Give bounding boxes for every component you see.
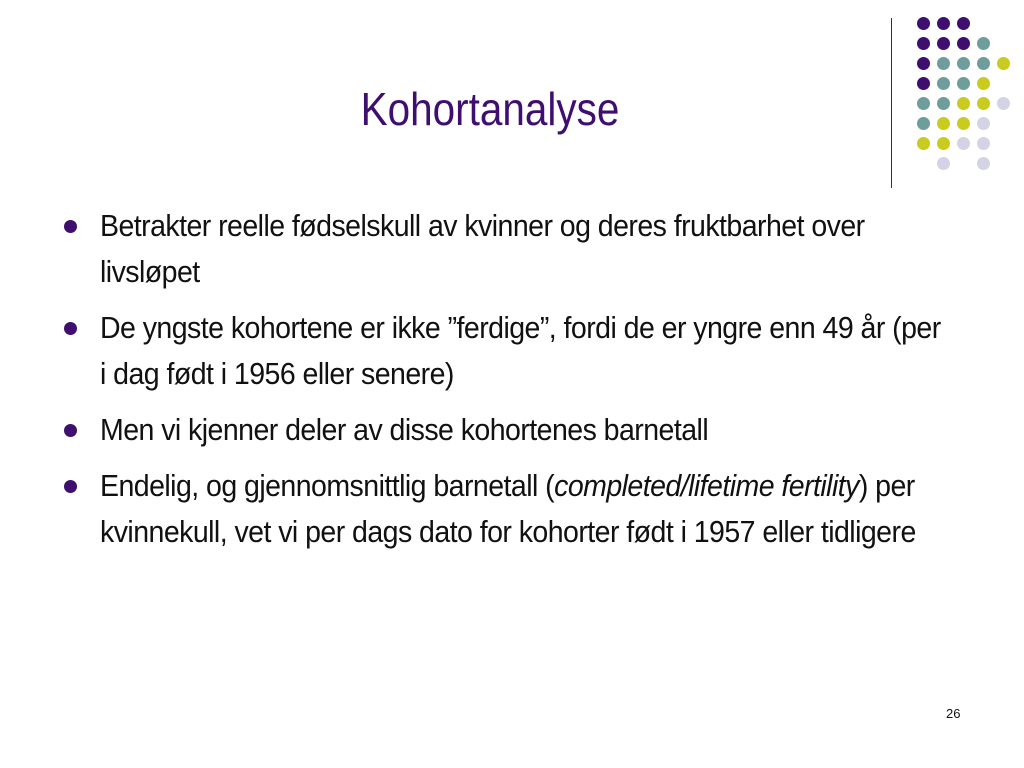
decorative-dot: [957, 137, 970, 150]
decorative-dot: [917, 17, 930, 30]
bullet-item: [60, 203, 960, 295]
bullet-item: [60, 463, 960, 555]
decorative-dot: [977, 97, 990, 110]
decorative-dot: [977, 37, 990, 50]
bullet-text: De yngste kohortene er ikke ”ferdige”, fordi de er yngre enn 49 år (per i dag født i 1956 eller senere): [100, 310, 941, 391]
page-number: 26: [946, 706, 961, 721]
decorative-dot: [937, 77, 950, 90]
bullet-item: [60, 305, 960, 397]
decorative-dot: [937, 97, 950, 110]
decorative-dot: [937, 37, 950, 50]
decorative-dot: [937, 137, 950, 150]
decorative-dot: [937, 117, 950, 130]
decorative-dot: [957, 17, 970, 30]
decorative-dot: [977, 117, 990, 130]
bullet-dot-icon: [64, 424, 77, 437]
bullet-dot-icon: [64, 480, 77, 493]
decorative-dot: [997, 57, 1010, 70]
decorative-dot: [917, 97, 930, 110]
bullet-dot-icon: [64, 322, 77, 335]
decorative-dot: [917, 37, 930, 50]
decorative-dot: [977, 137, 990, 150]
bullet-text: Betrakter reelle fødselskull av kvinner og deres fruktbarhet over livsløpet: [100, 208, 865, 289]
decorative-dot: [937, 17, 950, 30]
vertical-divider: [891, 18, 892, 188]
bullet-text: [100, 463, 946, 555]
decorative-dot: [937, 57, 950, 70]
decorative-dot: [917, 77, 930, 90]
decorative-dot: [957, 37, 970, 50]
bullet-text-after: ) per kvinnekull, vet vi per dags dato for kohorter født i 1957 eller tidligere: [100, 468, 916, 549]
bullet-text-before: Endelig, og gjennomsnittlig barnetall (: [100, 468, 555, 503]
decorative-dot: [957, 77, 970, 90]
bullet-list: [60, 203, 960, 565]
bullet-item: [60, 407, 960, 453]
bullet-dot-icon: [64, 220, 77, 233]
decorative-dot: [937, 157, 950, 170]
decorative-dot: [957, 57, 970, 70]
decorative-dot: [917, 137, 930, 150]
decorative-dot: [997, 97, 1010, 110]
bullet-text-italic: completed/lifetime fertility: [554, 468, 859, 503]
decorative-dot: [917, 57, 930, 70]
decorative-dot: [917, 117, 930, 130]
bullet-text: Men vi kjenner deler av disse kohortenes barnetall: [100, 412, 709, 447]
decorative-dot: [977, 157, 990, 170]
slide-title: Kohortanalyse: [360, 83, 620, 135]
decorative-dot: [977, 57, 990, 70]
decorative-dot: [977, 77, 990, 90]
decorative-dot: [957, 117, 970, 130]
decorative-dot: [957, 97, 970, 110]
